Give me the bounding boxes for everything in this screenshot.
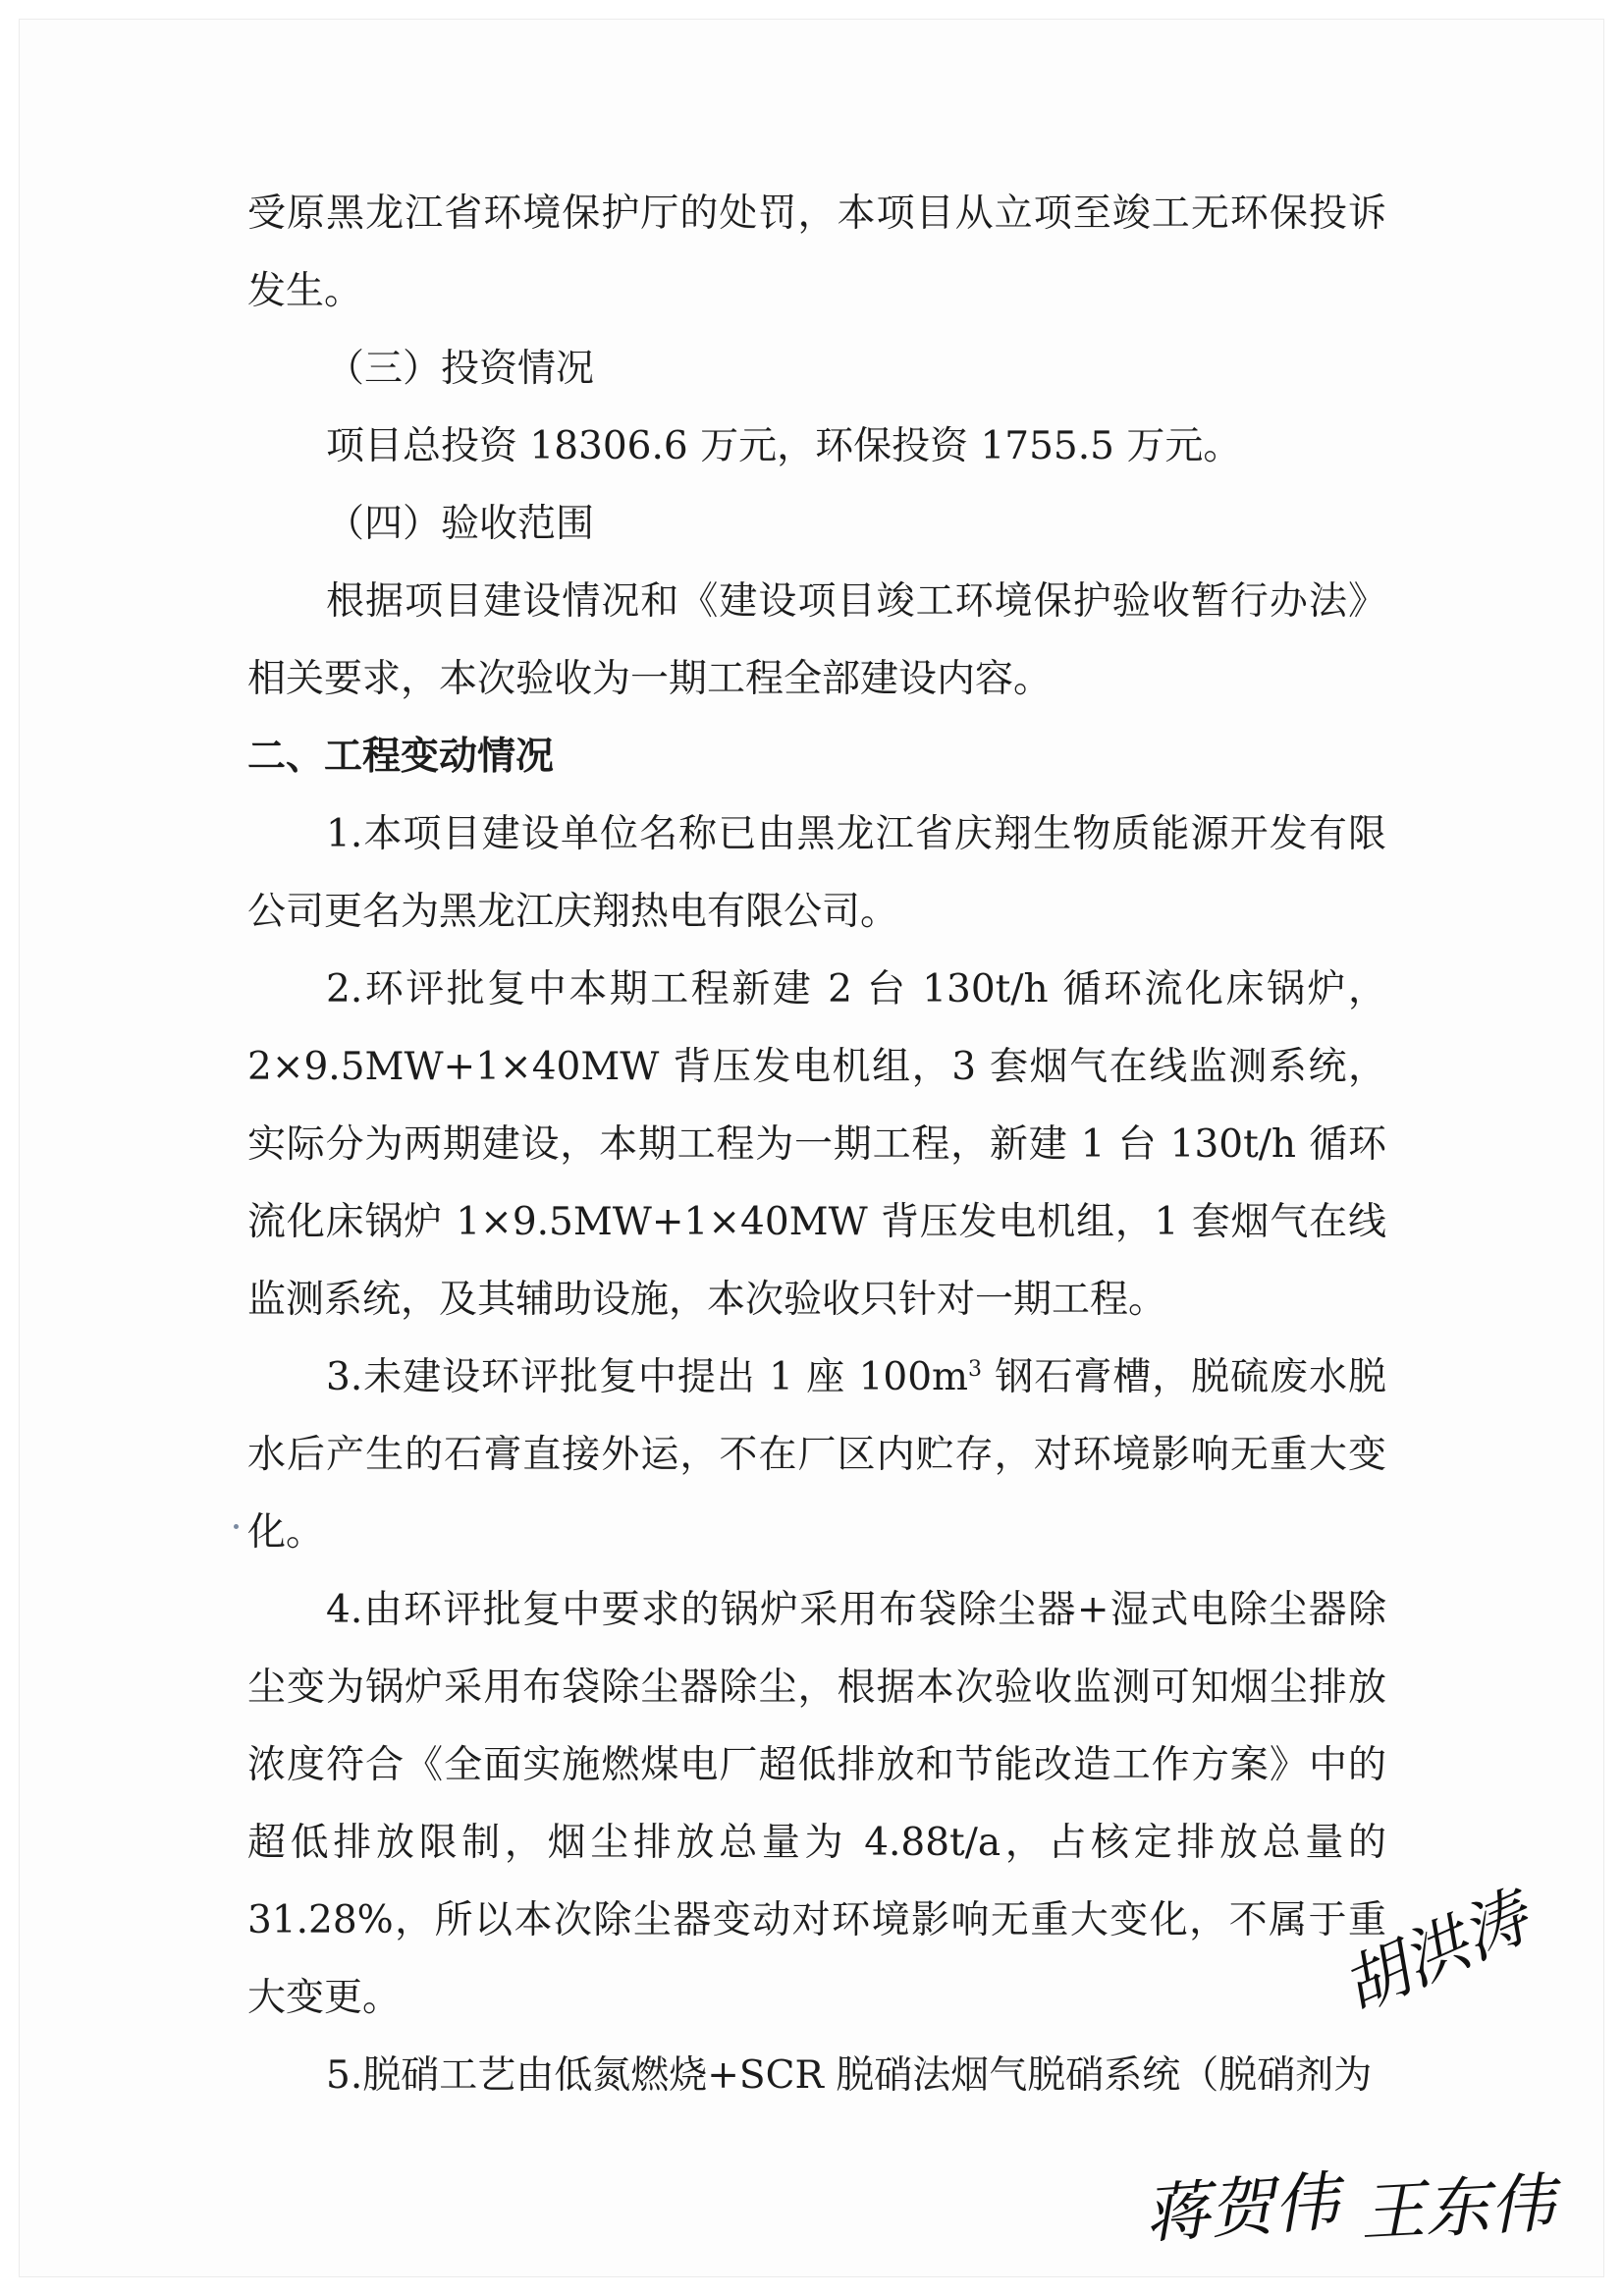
section-heading-investment: （三）投资情况 <box>326 347 595 391</box>
text-run: 钢石膏槽，脱硫废水脱水后产生的石膏直接外运，不在厂区内贮存，对环境影响无重大变化。 <box>247 1355 1386 1555</box>
section-heading-scope: （四）验收范围 <box>326 502 595 546</box>
signature-right: 胡洪涛 <box>1331 1879 1541 2028</box>
superscript: 3 <box>968 1357 983 1382</box>
scan-speck <box>234 1524 239 1529</box>
signature-bottom-left: 蒋贺伟 <box>1141 2163 1341 2253</box>
paragraph-gypsum <box>247 1339 1386 1571</box>
signature-bottom-right: 王东伟 <box>1358 2164 1557 2252</box>
paragraph: 1.本项目建设单位名称已由黑龙江省庆翔生物质能源开发有限公司更名为黑龙江庆翔热电有限公司。 <box>247 812 1386 934</box>
text-run: 3.未建设环评批复中提出 1 座 100m <box>326 1355 969 1399</box>
paragraph: 根据项目建设情况和《建设项目竣工环境保护验收暂行办法》相关要求，本次验收为一期工程全部建设内容。 <box>247 579 1386 701</box>
paragraph: 项目总投资 18306.6 万元，环保投资 1755.5 万元。 <box>326 424 1242 468</box>
section-heading-changes: 二、工程变动情况 <box>247 734 555 779</box>
paragraph: 5.脱硝工艺由低氮燃烧+SCR 脱硝法烟气脱硝系统（脱硝剂为 <box>326 2053 1373 2098</box>
document-body <box>247 175 1386 2114</box>
paragraph: 受原黑龙江省环境保护厅的处罚，本项目从立项至竣工无环保投诉发生。 <box>247 191 1386 313</box>
paragraph: 2.环评批复中本期工程新建 2 台 130t/h 循环流化床锅炉，2×9.5MW+1×40MW 背压发电机组，3 套烟气在线监测系统，实际分为两期建设，本期工程为一期工程，新建 1 台 130t/h 循环流化床锅炉 1×9.5MW+1×40MW 背压发电机组，1 套烟气在线监测系统，及其辅助设施，本次验收只针对一期工程。 <box>247 967 1386 1322</box>
paragraph: 4.由环评批复中要求的锅炉采用布袋除尘器+湿式电除尘器除尘变为锅炉采用布袋除尘器除尘，根据本次验收监测可知烟尘排放浓度符合《全面实施燃煤电厂超低排放和节能改造工作方案》中的超低排放限制，烟尘排放总量为 4.88t/a，占核定排放总量的 31.28%，所以本次除尘器变动对环境影响无重大变化，不属于重大变更。 <box>247 1588 1386 2020</box>
